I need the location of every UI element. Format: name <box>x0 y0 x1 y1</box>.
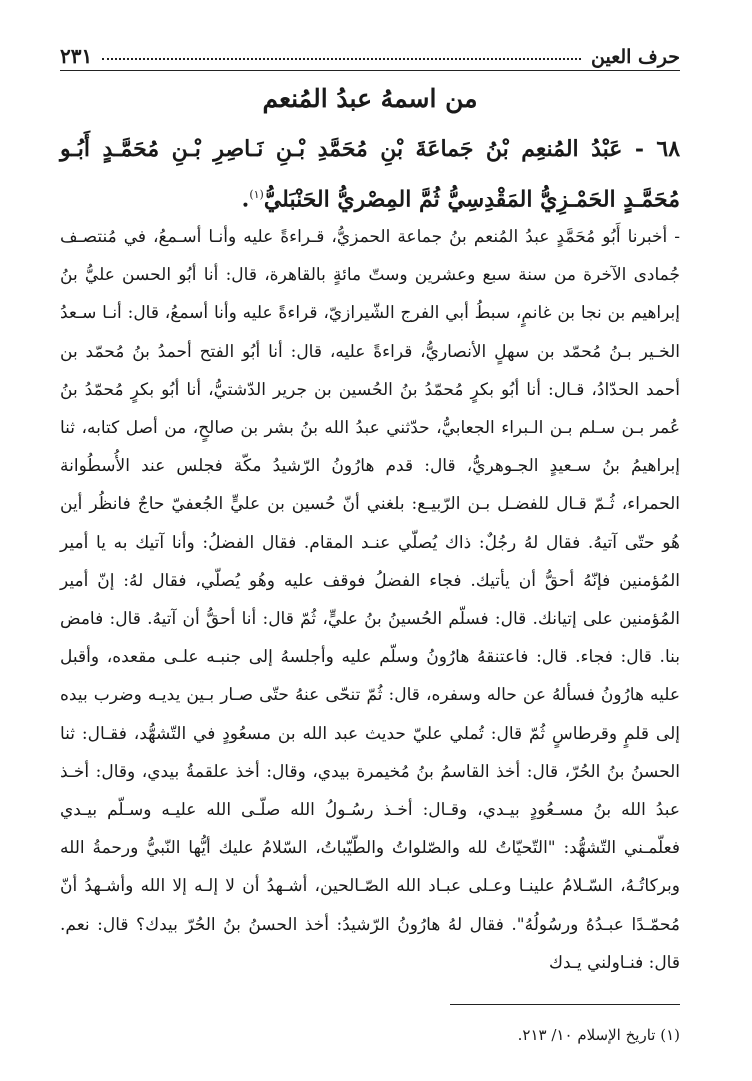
header-dot-leader <box>102 58 581 60</box>
footnote: (١) تاريخ الإسلام ١٠/ ٢١٣. <box>517 1026 680 1044</box>
running-title: حرف العين <box>591 46 680 68</box>
header-rule <box>60 70 680 71</box>
footnote-rule <box>450 1004 680 1005</box>
entry-dash: - <box>622 136 657 162</box>
page-number: ٢٣١ <box>60 44 93 68</box>
entry-heading <box>60 126 680 222</box>
entry-heading-text: عَبْدُ المُنعِم بْنُ جَماعَةَ بْنِ مُحَمَّدِ بْـنِ نَـاصِرِ بْـنِ مُحَمَّـدٍ أَبُـو مُحَمَّـدٍ الحَمْـزِيُّ المَقْدِسِيُّ ثُمَّ المِصْريُّ الحَنْبَليُّ <box>60 136 680 213</box>
page-header <box>60 34 680 68</box>
heading-period: . <box>241 186 250 213</box>
footnote-reference[interactable]: (١) <box>249 188 264 201</box>
body-paragraph: - أخبرنا أَبُو مُحَمَّدٍ عبدُ المُنعم بنُ جماعة الحمزيُّ، قـراءةً عليه وأنـا أسـمعُ، في مُنتصـف جُمادى الآخرة من سنة سبع وعشرين وستّ مائةٍ بالقاهرة، قال: أنا أبُو الحسن عليُّ بنُ إبراهيم بن نجا بن غانمٍ، سبطُ أبي الفرج الشّيرازيّ، قراءةً عليه وأنا أسمعُ، قال: أنـا سـعدُ الخـير بـنُ مُحمّد بن سهلٍ الأنصاريُّ، قراءةً عليه، قال: أنا أبُو الفتح أحمدُ بنُ مُحمّد بن أحمد الحدّادُ، قـال: أنا أبُو بكرٍ مُحمّدُ بنُ الحُسين بن جرير الدّشتيُّ، أنا أبُو بكرٍ مُحمّدُ بنُ عُمر بـن سـلم بـن الـبراء الجعابيُّ، حدّثني عبدُ الله بنُ بشر بن صالحٍ، من أصل كتابه، ثنا إبراهيمُ بنُ سـعيدٍ الجـوهريُّ، قال: قدم هارُونُ الرّشيدُ مكّة فجلس عند الأُسطُوانة الحمراء، ثُـمّ قـال للفضـل بـن الرّبيـع: بلغني أنّ حُسين بن عليٍّ الجُعفيّ حاجٌ فانظُر أين هُو حتّى آتيهُ. فقال لهُ رجُلٌ: ذاك يُصلّي عنـد المقام. فقال الفضلُ: وأنا آتيك به يا أمير المُؤمنين فإنّهُ أحقُّ أن يأتيك. فجاء الفضلُ فوقف عليه وهُو يُصلّي، فقال لهُ: إنّ أمير المُؤمنين على إتيانك. قال: فسلّم الحُسينُ بنُ عليٍّ، ثُمّ قال: أنا أحقُّ أن آتيهُ. قال: فامض بنا. قال: فجاء. قال: فاعتنقهُ هارُونُ وسلّم عليه وأجلسهُ إلى جنبـه علـى مقعده، وأقبل عليه هارُونُ فسألهُ عن حاله وسفره، قال: ثُمّ تنحّى عنهُ حتّى صـار بـين يديـه وضرب بيده إلى قلمٍ وقرطاسٍ ثُمّ قال: تُملي عليّ حديث عبد الله بن مسعُودٍ في التّشهُّد، فقـال: ثنا الحسنُ بنُ الحُرّ، قال: أخذ القاسمُ بنُ مُخيمرة بيدي، وقال: أخذ علقمةُ بيدي، وقال: أخـذ عبدُ الله بنُ مسـعُودٍ بيـدي، وقـال: أخـذ رسُـولُ الله صلّـى الله عليـه وسـلّم بيـدي فعلّمـني التّشهُّد: "التّحيّاتُ لله والصّلواتُ والطّيّباتُ، السّلامُ عليك أيُّها النّبيُّ ورحمةُ الله وبركاتُـهُ، السّـلامُ علينـا وعـلى عبـاد الله الصّـالحين، أشـهدُ أن لا إلـه إلا الله وأشـهدُ أنّ مُحمّـدًا عبـدُهُ ورسُولُهُ". فقال لهُ هارُونُ الرّشيدُ: أخذ الحسنُ بنُ الحُرّ بيدك؟ قال: نعم. قال: فنـاولني يـدك <box>60 227 680 973</box>
section-title: من اسمهُ عبدُ المُنعم <box>262 84 478 113</box>
entry-number: ٦٨ <box>656 136 681 162</box>
